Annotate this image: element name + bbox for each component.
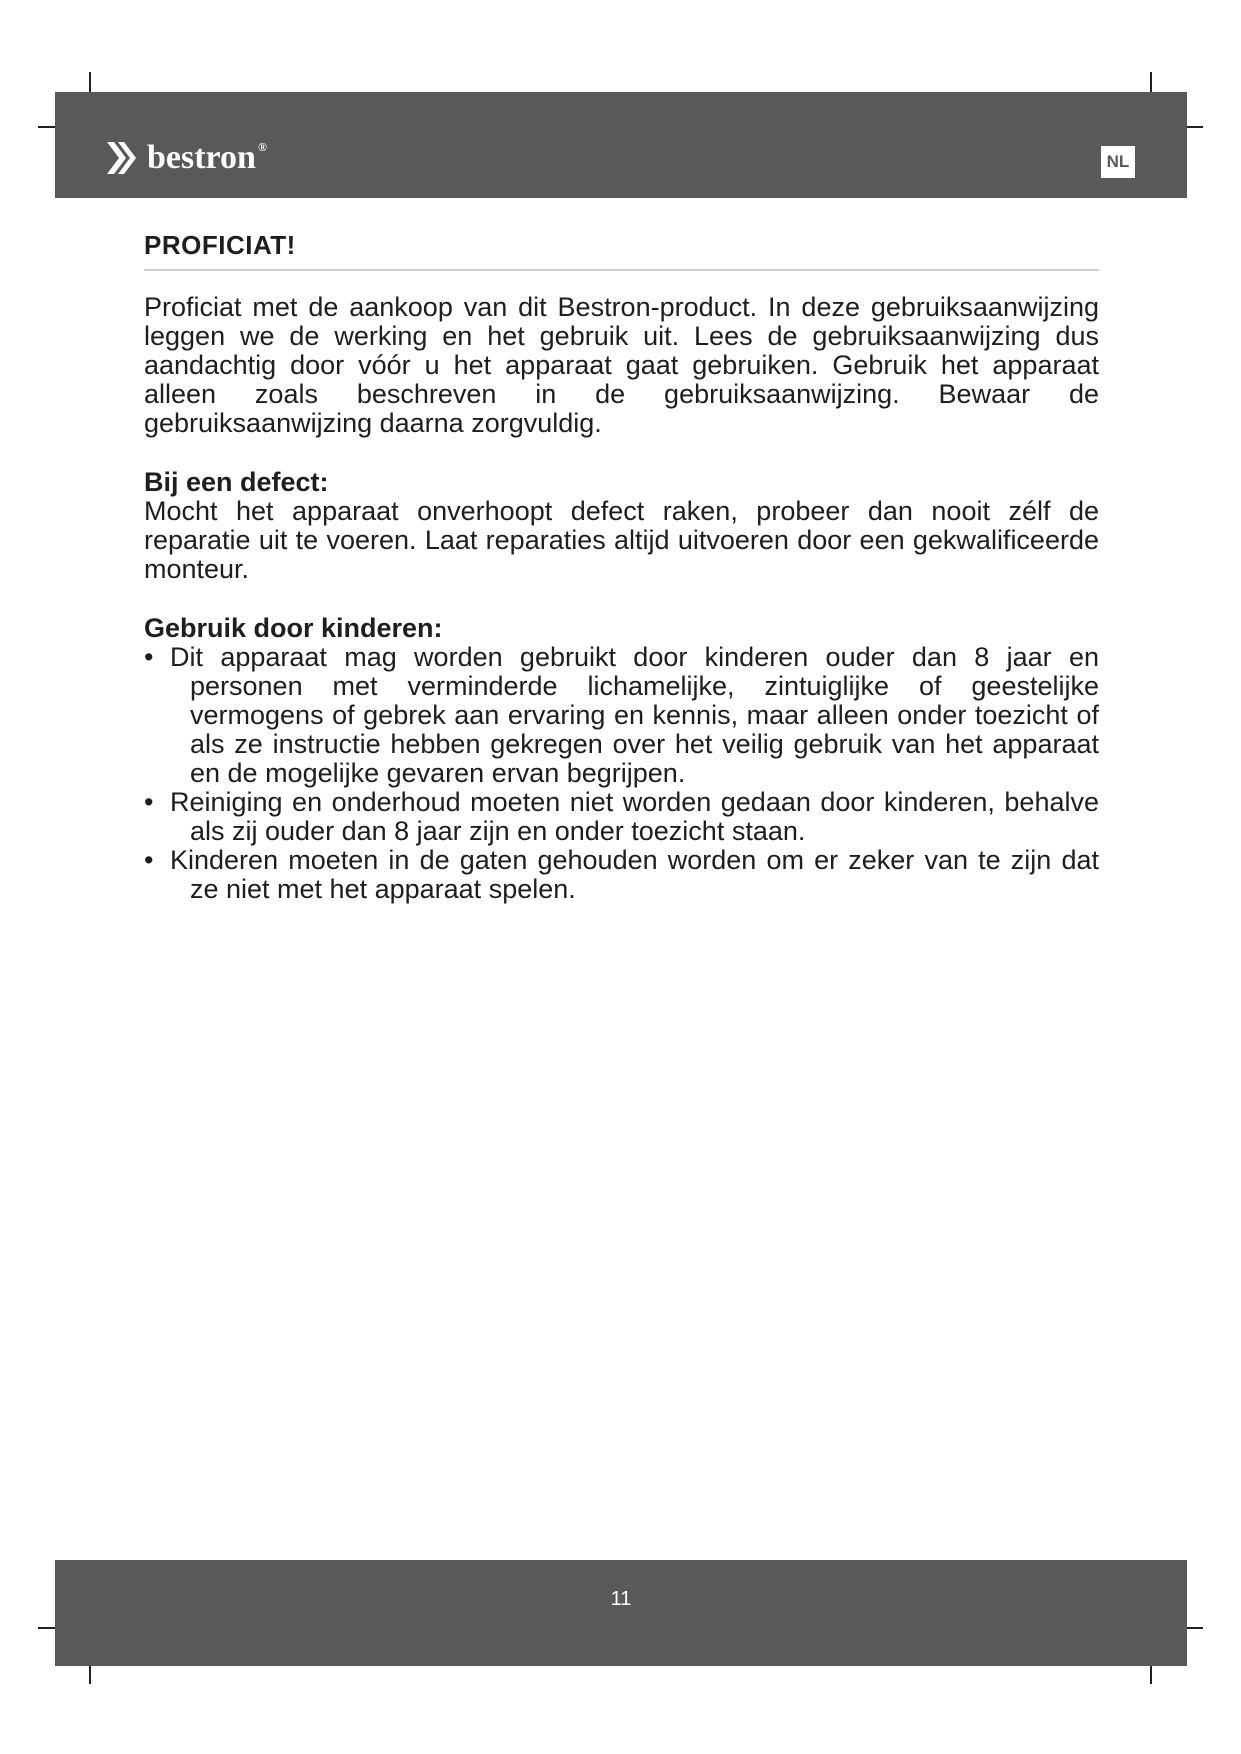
language-badge: NL [1101, 146, 1135, 178]
children-list [144, 643, 1099, 904]
bullet-icon: • [144, 642, 154, 672]
title-divider [144, 269, 1099, 271]
footer-bar [55, 1560, 1187, 1666]
list-item: • Kinderen moeten in de gaten gehouden worden om er zeker van te zijn dat ze niet met het apparaat spelen. [144, 845, 1099, 904]
intro-paragraph: Proficiat met de aankoop van dit Bestron-product. In deze gebruiksaanwijzing leggen we de werking en het gebruik uit. Lees de gebruiksaanwijzing dus aandachtig door vóór u het apparaat gaat gebruiken. Gebruik het apparaat alleen zoals beschreven in de gebruiksaanwijzing. Bewaar de gebruiksaanwijzing daarna zorgvuldig. [144, 292, 1099, 438]
brand-logo [105, 140, 267, 176]
list-item: • Reiniging en onderhoud moeten niet worden gedaan door kinderen, behalve als zij ouder dan 8 jaar zijn en onder toezicht staan. [144, 787, 1099, 846]
chevron-logo-icon [105, 140, 139, 176]
bullet-icon: • [144, 845, 154, 875]
defect-heading: Bij een defect: [144, 467, 329, 497]
header-bar [55, 92, 1187, 198]
defect-paragraph: Mocht het apparaat onverhoopt defect raken, probeer dan nooit zélf de reparatie uit te voeren. Laat reparaties altijd uitvoeren door een gekwalificeerde monteur. [144, 496, 1099, 584]
brand-logo-text: bestron ® [147, 139, 267, 176]
page-title: PROFICIAT! [144, 230, 296, 260]
list-item: • Dit apparaat mag worden gebruikt door kinderen ouder dan 8 jaar en personen met verminderde lichamelijke, zintuiglijke of geestelijke vermogens of gebrek aan ervaring en kennis, maar alleen onder toezicht of als ze instructie hebben gekregen over het veilig gebruik van het apparaat en de mogelijke gevaren ervan begrijpen. [144, 642, 1099, 788]
page-content [144, 230, 1099, 904]
page-number: 11 [610, 1588, 632, 1610]
bullet-icon: • [144, 787, 154, 817]
children-heading: Gebruik door kinderen: [144, 613, 443, 643]
